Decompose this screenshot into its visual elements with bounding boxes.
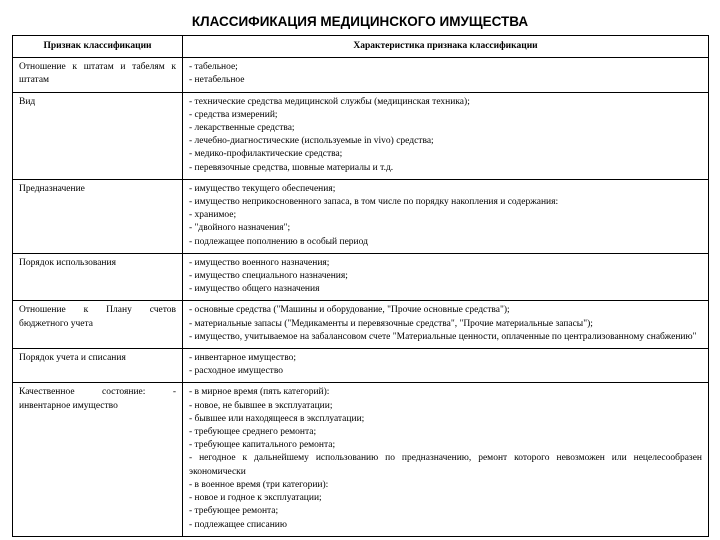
characteristic-item: - негодное к дальнейшему использованию по предназначению, ремонт которого невозможен или нецелесообразен экономически [189, 453, 702, 477]
characteristic-item: - лекарственные средства; [189, 123, 295, 134]
row-characteristics [183, 253, 709, 301]
table-row [13, 253, 709, 301]
classification-table [12, 35, 709, 537]
row-criterion: Порядок учета и списания [13, 349, 183, 383]
table-row [13, 179, 709, 253]
characteristic-item: - требующее среднего ремонта; [189, 427, 317, 438]
row-characteristics [183, 383, 709, 536]
table-row [13, 301, 709, 349]
row-characteristics [183, 301, 709, 349]
characteristic-item: - технические средства медицинской службы (медицинская техника); [189, 96, 470, 107]
characteristic-item: - перевязочные средства, шовные материалы и т.д. [189, 162, 394, 173]
characteristic-item: - имущество неприкосновенного запаса, в том числе по порядку накопления и содержания: [189, 197, 559, 208]
characteristic-item: - имущество военного назначения; [189, 257, 330, 268]
row-characteristics [183, 179, 709, 253]
characteristic-item: - средства измерений; [189, 109, 278, 120]
characteristic-item: - имущество специального назначения; [189, 271, 348, 282]
characteristic-item: - хранимое; [189, 210, 237, 221]
table-row [13, 383, 709, 536]
row-characteristics [183, 92, 709, 179]
table-row [13, 349, 709, 383]
characteristic-item: - основные средства ("Машины и оборудование, "Прочие основные средства"); [189, 305, 510, 316]
table-row [13, 92, 709, 179]
characteristic-item: - в мирное время (пять категорий): [189, 387, 330, 398]
row-criterion: Вид [13, 92, 183, 179]
characteristic-item: - новое, не бывшее в эксплуатации; [189, 400, 333, 411]
row-criterion: Качественное состояние: - инвентарное имущество [13, 383, 183, 536]
row-criterion: Отношение к Плану счетов бюджетного учета [13, 301, 183, 349]
row-criterion: Отношение к штатам и табелям к штатам [13, 58, 183, 92]
characteristic-item: - "двойного назначения"; [189, 223, 291, 234]
characteristic-item: - нетабельное [189, 75, 245, 86]
row-characteristics [183, 349, 709, 383]
characteristic-item: - подлежащее списанию [189, 519, 287, 530]
header-characteristic: Характеристика признака классификации [183, 36, 709, 58]
characteristic-item: - имущество текущего обеспечения; [189, 183, 336, 194]
characteristic-item: - расходное имущество [189, 366, 283, 377]
characteristic-item: - подлежащее пополнению в особый период [189, 236, 368, 247]
characteristic-item: - в военное время (три категории): [189, 479, 329, 490]
characteristic-item: - бывшее или находящееся в эксплуатации; [189, 413, 365, 424]
characteristic-item: - лечебно-диагностические (используемые in vivo) средства; [189, 136, 434, 147]
characteristic-item: - табельное; [189, 62, 238, 73]
header-criterion: Признак классификации [13, 36, 183, 58]
characteristic-item: - имущество общего назначения [189, 284, 320, 295]
row-criterion: Порядок использования [13, 253, 183, 301]
characteristic-item: - новое и годное к эксплуатации; [189, 493, 322, 504]
table-row [13, 58, 709, 92]
characteristic-item: - имущество, учитываемое на забалансовом счете "Материальные ценности, оплаченные по централизованному снабжению" [189, 331, 697, 342]
page-title: КЛАССИФИКАЦИЯ МЕДИЦИНСКОГО ИМУЩЕСТВА [191, 14, 529, 29]
characteristic-item: - инвентарное имущество; [189, 353, 297, 364]
characteristic-item: - требующее капитального ремонта; [189, 440, 336, 451]
row-characteristics [183, 58, 709, 92]
characteristic-item: - медико-профилактические средства; [189, 149, 343, 160]
row-criterion: Предназначение [13, 179, 183, 253]
characteristic-item: - требующее ремонта; [189, 506, 279, 517]
table-header-row [13, 36, 709, 58]
characteristic-item: - материальные запасы ("Медикаменты и перевязочные средства", "Прочие материальные запасы"); [189, 318, 593, 329]
